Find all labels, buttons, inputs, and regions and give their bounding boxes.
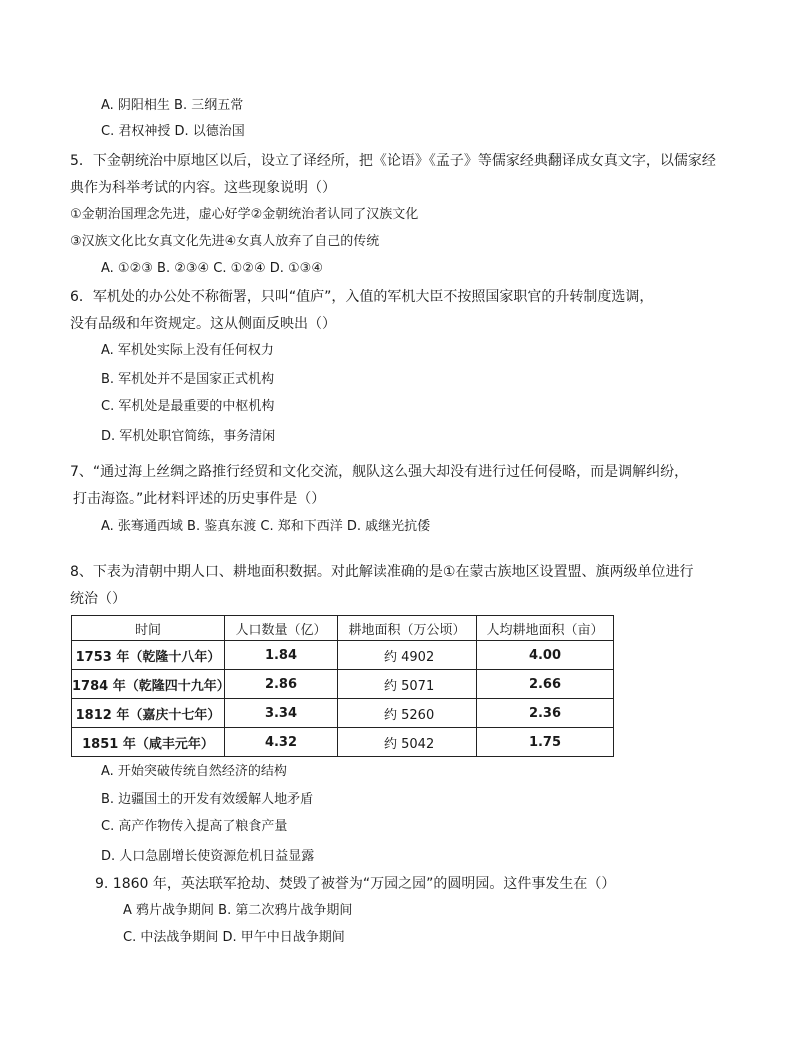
table-row xyxy=(72,728,614,757)
q8-option-d: D. 人口急剧增长使资源危机日益显露 xyxy=(101,849,315,864)
table-header: 人口数量（亿） xyxy=(225,616,338,641)
table-header: 耕地面积（万公顷） xyxy=(338,616,477,641)
table-cell-farmland: 约 5260 xyxy=(338,699,477,728)
table-cell-period: 1753 年（乾隆十八年） xyxy=(72,641,225,670)
q6-option-b: B. 军机处并不是国家正式机构 xyxy=(101,372,275,387)
table-header: 人均耕地面积（亩） xyxy=(477,616,614,641)
table-cell-period: 1851 年（咸丰元年） xyxy=(72,728,225,757)
q7-options: A. 张骞通西域 B. 鉴真东渡 C. 郑和下西洋 D. 戚继光抗倭 xyxy=(101,519,431,534)
table-header: 时间 xyxy=(72,616,225,641)
table-row xyxy=(72,670,614,699)
table-cell-period: 1812 年（嘉庆十七年） xyxy=(72,699,225,728)
q5-statements-1: ①金朝治国理念先进，虚心好学②金朝统治者认同了汉族文化 xyxy=(70,207,419,222)
q4-options-cd: C. 君权神授 D. 以德治国 xyxy=(101,124,245,139)
table-cell-farmland: 约 5071 xyxy=(338,670,477,699)
q6-option-c: C. 军机处是最重要的中枢机构 xyxy=(101,399,275,414)
table-header-row xyxy=(72,616,614,641)
table-cell-population: 2.86 xyxy=(225,670,338,699)
table-cell-per-capita: 1.75 xyxy=(477,728,614,757)
q6-stem-line2: 没有品级和年资规定。这从侧面反映出（） xyxy=(70,316,336,332)
q5-statements-2: ③汉族文化比女真文化先进④女真人放弃了自己的传统 xyxy=(70,234,380,249)
table-cell-population: 4.32 xyxy=(225,728,338,757)
q8-option-c: C. 高产作物传入提高了粮食产量 xyxy=(101,819,288,834)
q7-stem-line1: 7、“通过海上丝绸之路推行经贸和文化交流，舰队这么强大却没有进行过任何侵略，而是调解纠纷， xyxy=(70,464,689,480)
q5-stem-line2: 典作为科举考试的内容。这些现象说明（） xyxy=(70,180,336,196)
table-row xyxy=(72,641,614,670)
q5-stem-line1: 5．下金朝统治中原地区以后，设立了译经所，把《论语》《孟子》等儒家经典翻译成女真文字，以儒家经 xyxy=(70,153,716,169)
population-farmland-table xyxy=(71,615,614,757)
q8-option-b: B. 边疆国土的开发有效缓解人地矛盾 xyxy=(101,792,314,807)
table-cell-farmland: 约 5042 xyxy=(338,728,477,757)
table-cell-farmland: 约 4902 xyxy=(338,641,477,670)
q8-stem-line2: 统治（） xyxy=(70,591,126,607)
table-cell-period: 1784 年（乾隆四十九年） xyxy=(72,670,225,699)
table-cell-per-capita: 2.36 xyxy=(477,699,614,728)
table-cell-per-capita: 4.00 xyxy=(477,641,614,670)
q4-options-ab: A. 阴阳相生 B. 三纲五常 xyxy=(101,98,244,113)
q6-option-d: D. 军机处职官简练，事务清闲 xyxy=(101,429,276,444)
q6-stem-line1: 6．军机处的办公处不称衙署，只叫“值庐”，入值的军机大臣不按照国家职官的升转制度选调， xyxy=(70,289,654,305)
q6-option-a: A. 军机处实际上没有任何权力 xyxy=(101,343,274,358)
q9-options-cd: C. 中法战争期间 D. 甲午中日战争期间 xyxy=(123,930,345,945)
table-row xyxy=(72,699,614,728)
q9-stem: 9. 1860 年，英法联军抢劫、焚毁了被誉为“万园之园”的圆明园。这件事发生在（） xyxy=(95,876,616,892)
q9-options-ab: A 鸦片战争期间 B. 第二次鸦片战争期间 xyxy=(123,903,353,918)
q5-options: A. ①②③ B. ②③④ C. ①②④ D. ①③④ xyxy=(101,261,323,276)
q8-option-a: A. 开始突破传统自然经济的结构 xyxy=(101,764,287,779)
q7-stem-line2: 打击海盗。”此材料评述的历史事件是（） xyxy=(73,491,326,507)
q8-stem-line1: 8、下表为清朝中期人口、耕地面积数据。对此解读准确的是①在蒙古族地区设置盟、旗两级单位进行 xyxy=(70,564,694,580)
table-cell-per-capita: 2.66 xyxy=(477,670,614,699)
table-cell-population: 1.84 xyxy=(225,641,338,670)
table-cell-population: 3.34 xyxy=(225,699,338,728)
